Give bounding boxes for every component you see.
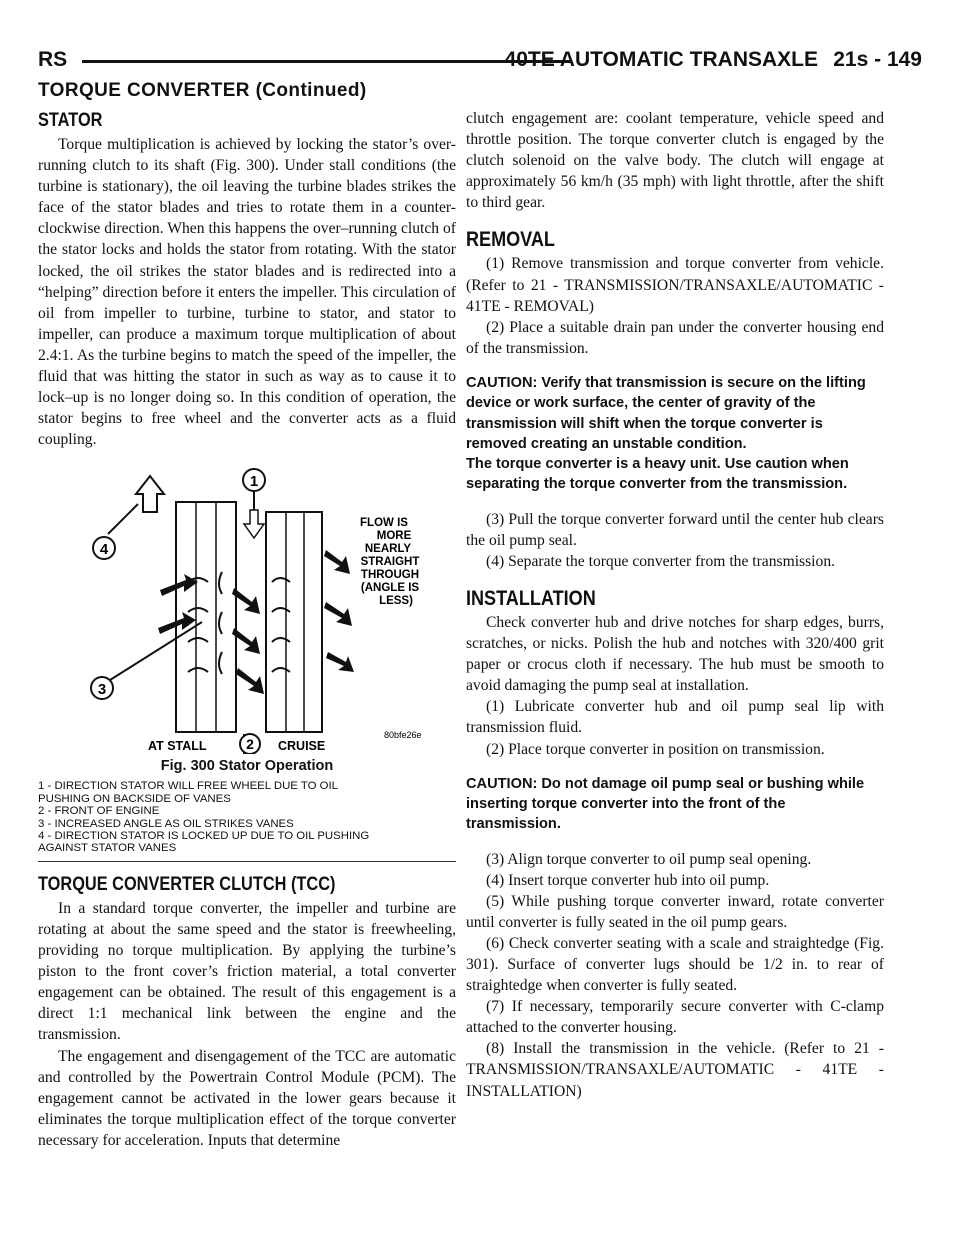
callout-2: 2	[246, 736, 254, 753]
removal-step-2: (2) Place a suitable drain pan under the converter housing end of the transmission.	[466, 318, 884, 357]
installation-step-5: (5) While pushing torque converter inward, rotate converter until converter is fully seated in the oil pump gears.	[466, 892, 884, 931]
removal-caution-2: The torque converter is a heavy unit. Use caution when separating the torque converter from the transmission.	[466, 456, 849, 493]
removal-caution-1: CAUTION: Verify that transmission is secure on the lifting device or work surface, the center of gravity of the transmission will shift when the torque converter is removed creating an unstable condition.	[466, 374, 866, 452]
right-column	[466, 108, 884, 1102]
installation-step-3: (3) Align torque converter to oil pump seal opening.	[486, 850, 812, 868]
installation-step-6: (6) Check converter seating with a scale and straightedge (Fig. 301). Surface of converter lugs should be 1/2 in. to rear of straightedge when converter is fully seated.	[466, 934, 884, 995]
installation-caution: CAUTION: Do not damage oil pump seal or bushing while inserting torque converter into the front of the transmission.	[466, 775, 865, 833]
legend-item: 3 - INCREASED ANGLE AS OIL STRIKES VANES	[38, 817, 294, 830]
svg-text:LESS): LESS)	[379, 595, 413, 608]
figure-caption: Fig. 300 Stator Operation	[160, 758, 334, 775]
tcc-paragraph-2-continued: clutch engagement are: coolant temperature, vehicle speed and throttle position. The torque converter clutch is engaged by the clutch solenoid on the valve body. The clutch will engage at approximately 56 km/h (35 mph) with light throttle, after the shift to third gear.	[466, 110, 884, 212]
callout-3: 3	[97, 681, 107, 699]
stall-label: AT STALL	[148, 739, 207, 754]
legend-divider	[38, 861, 456, 862]
left-column	[38, 108, 456, 1151]
stator-diagram	[38, 462, 456, 754]
legend-item: 2 - FRONT OF ENGINE	[38, 805, 160, 818]
callout-4: 4	[99, 541, 109, 559]
legend-item: 1 - DIRECTION STATOR WILL FREE WHEEL DUE TO OIL PUSHING ON BACKSIDE OF VANES	[38, 780, 338, 805]
legend-item: 4 - DIRECTION STATOR IS LOCKED UP DUE TO OIL PUSHING AGAINST STATOR VANES	[38, 830, 370, 855]
removal-step-4: (4) Separate the torque converter from the transmission.	[486, 552, 836, 570]
page-number: 21s - 149	[833, 48, 922, 71]
header-code: RS	[38, 48, 68, 71]
flow-label	[360, 517, 419, 607]
removal-heading: REMOVAL	[466, 228, 555, 252]
callout-1: 1	[249, 473, 259, 491]
stator-heading: STATOR	[38, 110, 103, 131]
cruise-stator-assembly	[266, 512, 322, 732]
svg-text:THROUGH: THROUGH	[360, 569, 420, 582]
stator-paragraph: Torque multiplication is achieved by locking the stator’s over-running clutch to its shaft (Fig. 300). Under stall conditions (the turbine is stationary), the oil leaving the turbine blades strikes the face of the stator blades and tries to rotate them in a counter-clockwise direction. When this happens the over–running clutch of the stator locks and holds the stator from rotating. With the stator locked, the oil strikes the stator blades and is redirected into a “helping” direction before it enters the impeller. This circulation of oil from impeller to turbine, turbine to stator, and stator to impeller, can produce a maximum torque multiplication of about 2.4:1. As the turbine begins to match the speed of the impeller, the fluid that was hitting the stator in such as way as to cause it to lock–up is no longer doing so. In this condition of operation, the stator begins to free wheel and the converter acts as a fluid coupling.	[38, 136, 457, 449]
cruise-label: CRUISE	[278, 739, 326, 754]
installation-step-8: (8) Install the transmission in the vehicle. (Refer to 21 - TRANSMISSION/TRANSAXLE/AUTOMATIC - 41TE - INSTALLATION)	[466, 1040, 884, 1100]
svg-text:(ANGLE IS: (ANGLE IS	[360, 582, 420, 595]
stator-figure	[38, 462, 456, 754]
header-rule	[82, 60, 570, 63]
tcc-paragraph-2: The engagement and disengagement of the TCC are automatic and controlled by the Powertrain Control Module (PCM). The engagement cannot be activated in the lower gears because it eliminates the torque multiplication effect of the torque converter necessary for acceleration. Inputs that determine	[38, 1047, 456, 1149]
svg-text:STRAIGHT: STRAIGHT	[360, 556, 420, 569]
section-title: TORQUE CONVERTER (Continued)	[38, 80, 367, 101]
removal-step-3: (3) Pull the torque converter forward until the center hub clears the oil pump seal.	[466, 510, 884, 549]
svg-text:MORE: MORE	[376, 530, 412, 543]
installation-intro: Check converter hub and drive notches for sharp edges, burrs, scratches, or nicks. Polish the hub and notches with 320/400 grit paper or crocus cloth if necessary. The hub must be smooth to avoid damaging the pump seal at installation.	[466, 614, 884, 695]
page-header	[38, 48, 922, 78]
installation-heading: INSTALLATION	[466, 587, 596, 610]
installation-step-1: (1) Lubricate converter hub and oil pump seal lip with transmission fluid.	[466, 698, 884, 737]
leader-line	[108, 504, 138, 534]
installation-step-2: (2) Place torque converter in position on transmission.	[486, 740, 825, 758]
svg-text:NEARLY: NEARLY	[364, 543, 412, 556]
tcc-paragraph-1: In a standard torque converter, the impeller and turbine are rotating at about the same speed and the stator is freewheeling, providing no torque multiplication. By applying the turbine’s piston to the front cover’s friction material, a total converter engagement can be obtained. The result of this engagement is a direct 1:1 mechanical link between the engine and the transmission.	[38, 899, 456, 1044]
header-title: 40TE AUTOMATIC TRANSAXLE	[504, 48, 818, 71]
removal-step-1: (1) Remove transmission and torque converter from vehicle. (Refer to 21 - TRANSMISSION/TRANSAXLE/AUTOMATIC - 41TE - REMOVAL)	[466, 255, 884, 315]
svg-text:FLOW IS: FLOW IS	[360, 517, 408, 530]
figure-legend	[38, 780, 456, 854]
figure-code: 80bfe26e	[384, 730, 422, 741]
tcc-heading: TORQUE CONVERTER CLUTCH (TCC)	[38, 873, 336, 895]
down-arrow-icon	[244, 510, 264, 538]
installation-step-7: (7) If necessary, temporarily secure converter with C-clamp attached to the converter housing.	[466, 998, 884, 1037]
installation-step-4: (4) Insert torque converter hub into oil pump.	[486, 871, 770, 889]
up-arrow-icon	[136, 476, 164, 512]
